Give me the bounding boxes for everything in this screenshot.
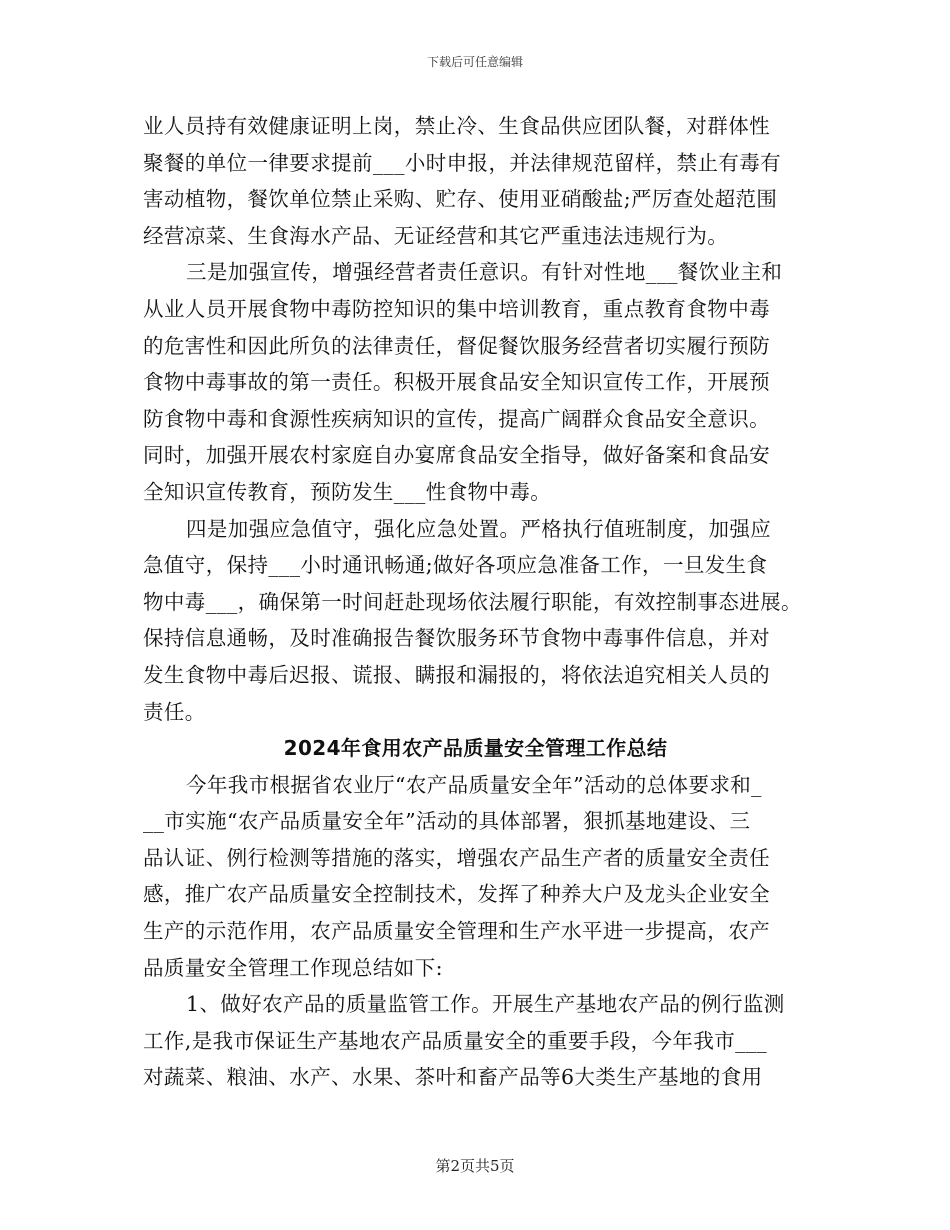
- body-line: 物中毒___，确保第一时间赶赴现场依法履行职能，有效控制事态进展。: [143, 589, 802, 614]
- body-line: 食物中毒事故的第一责任。积极开展食品安全知识宣传工作，开展预: [143, 370, 770, 395]
- body-line: 经营凉菜、生食海水产品、无证经营和其它严重违法违规行为。: [143, 223, 729, 248]
- body-line: 发生食物中毒后迟报、谎报、瞒报和漏报的，将依法追究相关人员的: [143, 662, 770, 687]
- body-line-paragraph-start: 1、做好农产品的质量监管工作。开展生产基地农产品的例行监测: [186, 992, 785, 1017]
- body-line: 从业人员开展食物中毒防控知识的集中培训教育，重点教育食物中毒: [143, 296, 770, 321]
- document-body: [143, 108, 808, 1096]
- body-line: 感，推广农产品质量安全控制技术，发挥了种养大户及龙头企业安全: [143, 882, 770, 907]
- body-line-paragraph-start: 四是加强应急值守，强化应急处置。严格执行值班制度，加强应: [186, 516, 772, 541]
- body-line: 品认证、例行检测等措施的落实，增强农产品生产者的质量安全责任: [143, 845, 770, 870]
- body-line: 对蔬菜、粮油、水产、水果、茶叶和畜产品等6大类生产基地的食用: [143, 1065, 763, 1090]
- body-line: 害动植物，餐饮单位禁止采购、贮存、使用亚硝酸盐;严厉查处超范围: [143, 187, 778, 212]
- page-header-note: 下载后可任意编辑: [426, 55, 523, 69]
- body-line-paragraph-start: 今年我市根据省农业厅“农产品质量安全年”活动的总体要求和_: [186, 772, 762, 797]
- body-line: 保持信息通畅，及时准确报告餐饮服务环节食物中毒事件信息，并对: [143, 626, 770, 651]
- body-line: __市实施“农产品质量安全年”活动的具体部署，狠抓基地建设、三: [143, 809, 751, 834]
- body-line-paragraph-start: 三是加强宣传，增强经营者责任意识。有针对性地___餐饮业主和: [186, 260, 783, 285]
- body-line: 全知识宣传教育，预防发生___性食物中毒。: [143, 479, 552, 504]
- body-line: 业人员持有效健康证明上岗，禁止冷、生食品供应团队餐，对群体性: [143, 114, 770, 138]
- body-line: 急值守，保持___小时通讯畅通;做好各项应急准备工作，一旦发生食: [143, 553, 768, 578]
- body-line: 的危害性和因此所负的法律责任，督促餐饮服务经营者切实履行预防: [143, 333, 770, 358]
- section-title: 2024年食用农产品质量安全管理工作总结: [283, 736, 668, 761]
- body-line: 聚餐的单位一律要求提前___小时申报，并法律规范留样，禁止有毒有: [143, 150, 782, 175]
- page-number: 第2页共5页: [435, 1157, 515, 1175]
- body-line: 工作,是我市保证生产基地农产品质量安全的重要手段，今年我市___: [143, 1028, 768, 1053]
- body-line: 责任。: [143, 699, 206, 724]
- body-line: 同时，加强开展农村家庭自办宴席食品安全指导，做好备案和食品安: [143, 443, 770, 468]
- body-line: 品质量安全管理工作现总结如下:: [143, 955, 443, 980]
- body-line: 防食物中毒和食源性疾病知识的宣传，提高广阔群众食品安全意识。: [143, 406, 770, 431]
- body-line: 生产的示范作用，农产品质量安全管理和生产水平进一步提高，农产: [143, 919, 770, 944]
